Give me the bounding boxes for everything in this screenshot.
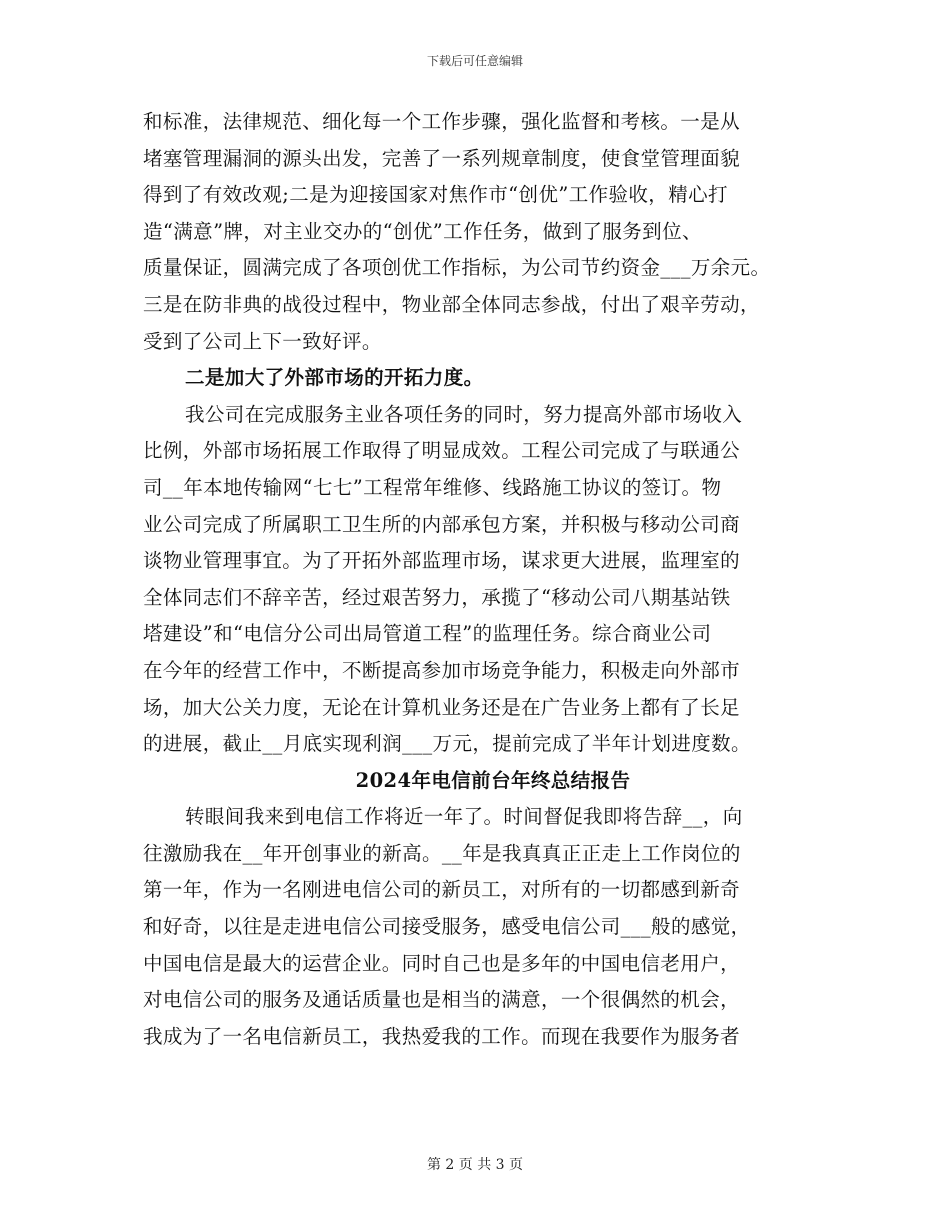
paragraph-line: 中国电信是最大的运营企业。同时自己也是多年的中国电信老用户， — [143, 951, 741, 975]
paragraph-line: 司__年本地传输网“七七”工程常年维修、线路施工协议的签订。物 — [143, 475, 722, 499]
paragraph-line: 往激励我在__年开创事业的新高。__年是我真真正正走上工作岗位的 — [143, 841, 741, 865]
paragraph-line: 的进展，截止__月底实现利润___万元，提前完成了半年计划进度数。 — [143, 732, 751, 756]
paragraph-line: 得到了有效改观;二是为迎接国家对焦作市“创优”工作验收，精心打 — [143, 183, 728, 207]
paragraph-line: 三是在防非典的战役过程中，物业部全体同志参战，付出了艰辛劳动， — [143, 292, 760, 316]
paragraph-line: 堵塞管理漏洞的源头出发，完善了一系列规章制度，使食堂管理面貌 — [143, 146, 741, 170]
page-header: 下载后可任意编辑 — [426, 54, 523, 68]
paragraph-line: 在今年的经营工作中，不断提高参加市场竞争能力，积极走向外部市 — [143, 658, 741, 682]
paragraph-line: 和好奇，以往是走进电信公司接受服务，感受电信公司___般的感觉， — [143, 915, 751, 939]
paragraph-line: 我公司在完成服务主业各项任务的同时，努力提高外部市场收入 — [185, 402, 743, 426]
paragraph-line: 我成为了一名电信新员工，我热爱我的工作。而现在我要作为服务者 — [143, 1024, 741, 1048]
section-heading: 二是加大了外部市场的开拓力度。 — [185, 366, 484, 390]
paragraph-line: 造“满意”牌，对主业交办的“创优”工作任务，做到了服务到位、 — [143, 219, 702, 243]
paragraph-line: 和标准，法律规范、细化每一个工作步骤，强化监督和考核。一是从 — [143, 110, 741, 133]
paragraph-line: 第一年，作为一名刚进电信公司的新员工，对所有的一切都感到新奇 — [143, 878, 741, 902]
paragraph-line: 转眼间我来到电信工作将近一年了。时间督促我即将告辞__，向 — [185, 805, 743, 829]
paragraph-line: 全体同志们不辞辛苦，经过艰苦努力，承揽了“移动公司八期基站铁 — [143, 585, 731, 609]
paragraph-line: 比例，外部市场拓展工作取得了明显成效。工程公司完成了与联通公 — [143, 439, 741, 463]
paragraph-line: 对电信公司的服务及通话质量也是相当的满意，一个很偶然的机会， — [143, 988, 741, 1012]
document-body — [143, 104, 803, 1055]
paragraph-line: 质量保证，圆满完成了各项创优工作指标，为公司节约资金___万余元。 — [143, 256, 771, 280]
document-title: 2024年电信前台年终总结报告 — [355, 768, 631, 792]
paragraph-line: 业公司完成了所属职工卫生所的内部承包方案，并积极与移动公司商 — [143, 512, 741, 536]
page-footer: 第 2 页 共 3 页 — [426, 1157, 524, 1173]
paragraph-line: 塔建设”和“电信分公司出局管道工程”的监理任务。综合商业公司 — [143, 622, 712, 646]
paragraph-line: 谈物业管理事宜。为了开拓外部监理市场，谋求更大进展，监理室的 — [143, 549, 741, 573]
paragraph-line: 场，加大公关力度，无论在计算机业务还是在广告业务上都有了长足 — [143, 695, 741, 719]
paragraph-line: 受到了公司上下一致好评。 — [143, 329, 382, 353]
